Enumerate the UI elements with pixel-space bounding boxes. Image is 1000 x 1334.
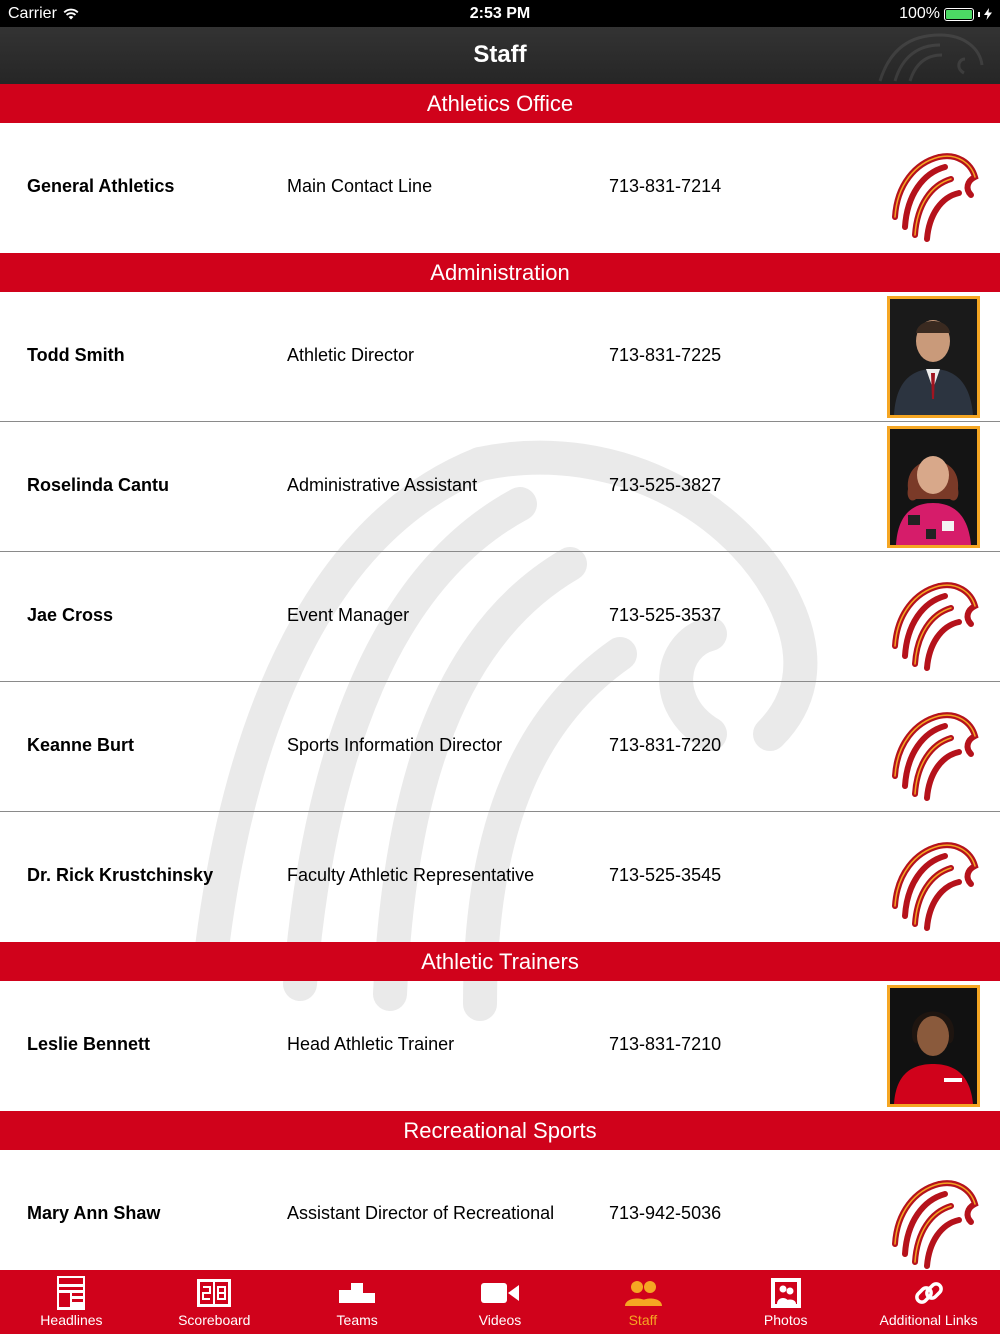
navigation-bar — [0, 27, 1000, 84]
tab-photos[interactable] — [714, 1270, 857, 1334]
staff-photo — [887, 426, 980, 548]
section-header-administration: Administration — [0, 253, 1000, 292]
link-icon — [912, 1274, 946, 1312]
tab-scoreboard[interactable] — [143, 1270, 286, 1334]
tab-label: Staff — [628, 1312, 658, 1328]
staff-row[interactable] — [0, 812, 1000, 942]
staff-phone[interactable]: 713-525-3827 — [609, 475, 722, 495]
charging-bolt-icon — [984, 8, 992, 20]
staff-row[interactable] — [0, 1150, 1000, 1270]
section-header-athletic-trainers: Athletic Trainers — [0, 942, 1000, 981]
battery-icon — [944, 8, 974, 21]
staff-phone[interactable]: 713-831-7220 — [609, 735, 722, 755]
tab-label: Teams — [336, 1312, 378, 1328]
staff-role: Athletic Director — [287, 345, 415, 365]
staff-phone[interactable]: 713-942-5036 — [609, 1203, 722, 1223]
staff-phone[interactable]: 713-525-3545 — [609, 865, 722, 885]
staff-list[interactable] — [0, 84, 1000, 1270]
staff-role: Event Manager — [287, 605, 410, 625]
staff-name: Keanne Burt — [27, 735, 135, 755]
lion-logo-icon — [887, 556, 980, 678]
staff-phone[interactable]: 713-831-7225 — [609, 345, 722, 365]
staff-row[interactable] — [0, 123, 1000, 253]
tab-staff[interactable] — [571, 1270, 714, 1334]
video-camera-icon — [480, 1274, 520, 1312]
carrier-label: Carrier — [8, 5, 57, 22]
staff-name: Mary Ann Shaw — [27, 1203, 161, 1223]
staff-row[interactable] — [0, 552, 1000, 682]
lion-watermark-icon — [870, 29, 990, 85]
staff-name: General Athletics — [27, 176, 175, 196]
lion-logo-icon — [887, 1154, 980, 1270]
staff-photo — [887, 985, 980, 1107]
section-header-athletics-office: Athletics Office — [0, 84, 1000, 123]
lion-logo-icon — [887, 816, 980, 938]
tab-label: Headlines — [40, 1312, 103, 1328]
staff-name: Jae Cross — [27, 605, 114, 625]
lion-logo-icon — [887, 127, 980, 249]
tab-label: Additional Links — [879, 1312, 978, 1328]
staff-name: Roselinda Cantu — [27, 475, 170, 495]
page-title: Staff — [473, 41, 527, 68]
tab-label: Scoreboard — [178, 1312, 251, 1328]
staff-name: Dr. Rick Krustchinsky — [27, 865, 214, 885]
staff-row[interactable] — [0, 981, 1000, 1111]
staff-name: Leslie Bennett — [27, 1034, 151, 1054]
lion-logo-icon — [887, 686, 980, 808]
battery-percent: 100% — [899, 5, 940, 22]
tab-headlines[interactable] — [0, 1270, 143, 1334]
staff-role: Head Athletic Trainer — [287, 1034, 455, 1054]
tab-videos[interactable] — [429, 1270, 572, 1334]
staff-row[interactable] — [0, 292, 1000, 422]
staff-role: Faculty Athletic Representative — [287, 865, 535, 885]
staff-role: Main Contact Line — [287, 176, 433, 196]
scoreboard-icon — [196, 1274, 232, 1312]
podium-icon — [337, 1274, 377, 1312]
status-bar — [0, 0, 1000, 27]
staff-photo — [887, 296, 980, 418]
battery-indicator — [899, 5, 992, 23]
tab-additional-links[interactable] — [857, 1270, 1000, 1334]
staff-phone[interactable]: 713-525-3537 — [609, 605, 722, 625]
staff-role: Sports Information Director — [287, 735, 503, 755]
staff-role: Administrative Assistant — [287, 475, 478, 495]
staff-row[interactable] — [0, 422, 1000, 552]
tab-label: Photos — [763, 1312, 808, 1328]
people-icon — [623, 1274, 663, 1312]
tab-bar — [0, 1270, 1000, 1334]
staff-row[interactable] — [0, 682, 1000, 812]
news-icon — [56, 1274, 86, 1312]
status-time: 2:53 PM — [469, 5, 531, 22]
staff-name: Todd Smith — [27, 345, 125, 365]
staff-phone[interactable]: 713-831-7214 — [609, 176, 722, 196]
photo-icon — [769, 1274, 803, 1312]
staff-phone[interactable]: 713-831-7210 — [609, 1034, 722, 1054]
tab-label: Videos — [478, 1312, 522, 1328]
staff-role: Assistant Director of Recreational — [287, 1203, 555, 1223]
section-header-recreational-sports: Recreational Sports — [0, 1111, 1000, 1150]
tab-teams[interactable] — [286, 1270, 429, 1334]
